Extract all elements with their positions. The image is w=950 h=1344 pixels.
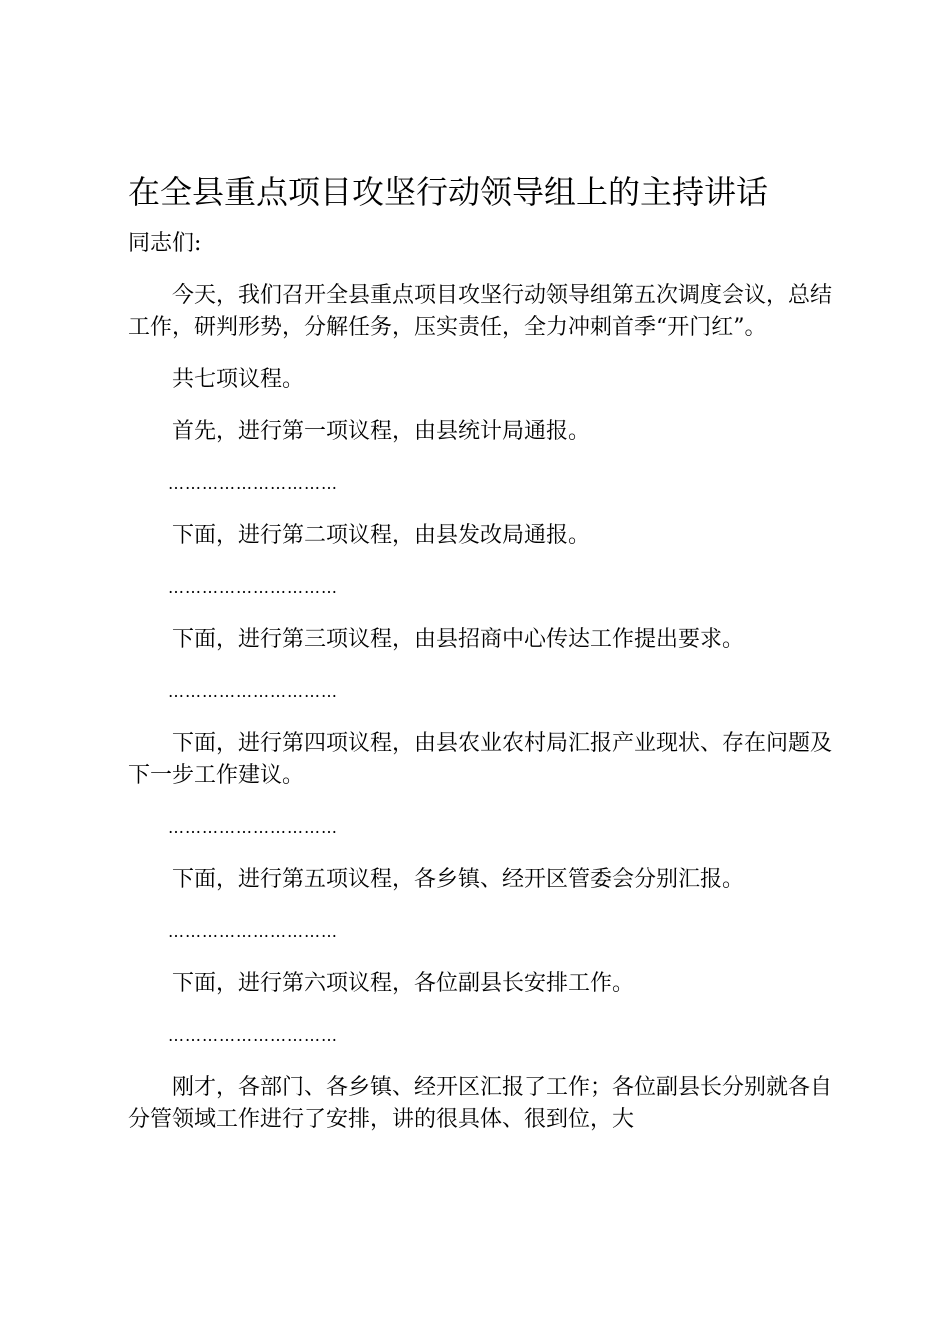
paragraph-agenda-4: 下面，进行第四项议程，由县农业农村局汇报产业现状、存在问题及下一步工作建议。 [128, 731, 833, 788]
ellipsis-separator: ………………………… [168, 922, 338, 941]
paragraph-agenda-5: 下面，进行第五项议程，各乡镇、经开区管委会分别汇报。 [172, 867, 745, 892]
document-page [128, 170, 832, 1156]
paragraph-agenda-2: 下面，进行第二项议程，由县发改局通报。 [172, 523, 591, 548]
ellipsis-separator: ………………………… [168, 1026, 338, 1045]
paragraph-agenda-1: 首先，进行第一项议程，由县统计局通报。 [172, 419, 591, 444]
ellipsis-separator: ………………………… [168, 818, 338, 837]
paragraph-agenda-6: 下面，进行第六项议程，各位副县长安排工作。 [172, 971, 635, 996]
ellipsis-separator: ………………………… [168, 682, 338, 701]
paragraph-agenda-count: 共七项议程。 [172, 367, 305, 392]
salutation: 同志们: [128, 231, 202, 256]
paragraph-opening: 今天，我们召开全县重点项目攻坚行动领导组第五次调度会议，总结工作，研判形势，分解任务，压实责任，全力冲刺首季“开门红”。 [128, 283, 833, 340]
ellipsis-separator: ………………………… [168, 578, 338, 597]
paragraph-summary: 刚才，各部门、各乡镇、经开区汇报了工作；各位副县长分别就各自分管领域工作进行了安排，讲的很具体、很到位，大 [128, 1075, 833, 1132]
document-title: 在全县重点项目攻坚行动领导组上的主持讲话 [128, 173, 769, 211]
ellipsis-separator: ………………………… [168, 474, 338, 493]
paragraph-agenda-3: 下面，进行第三项议程，由县招商中心传达工作提出要求。 [172, 627, 745, 652]
